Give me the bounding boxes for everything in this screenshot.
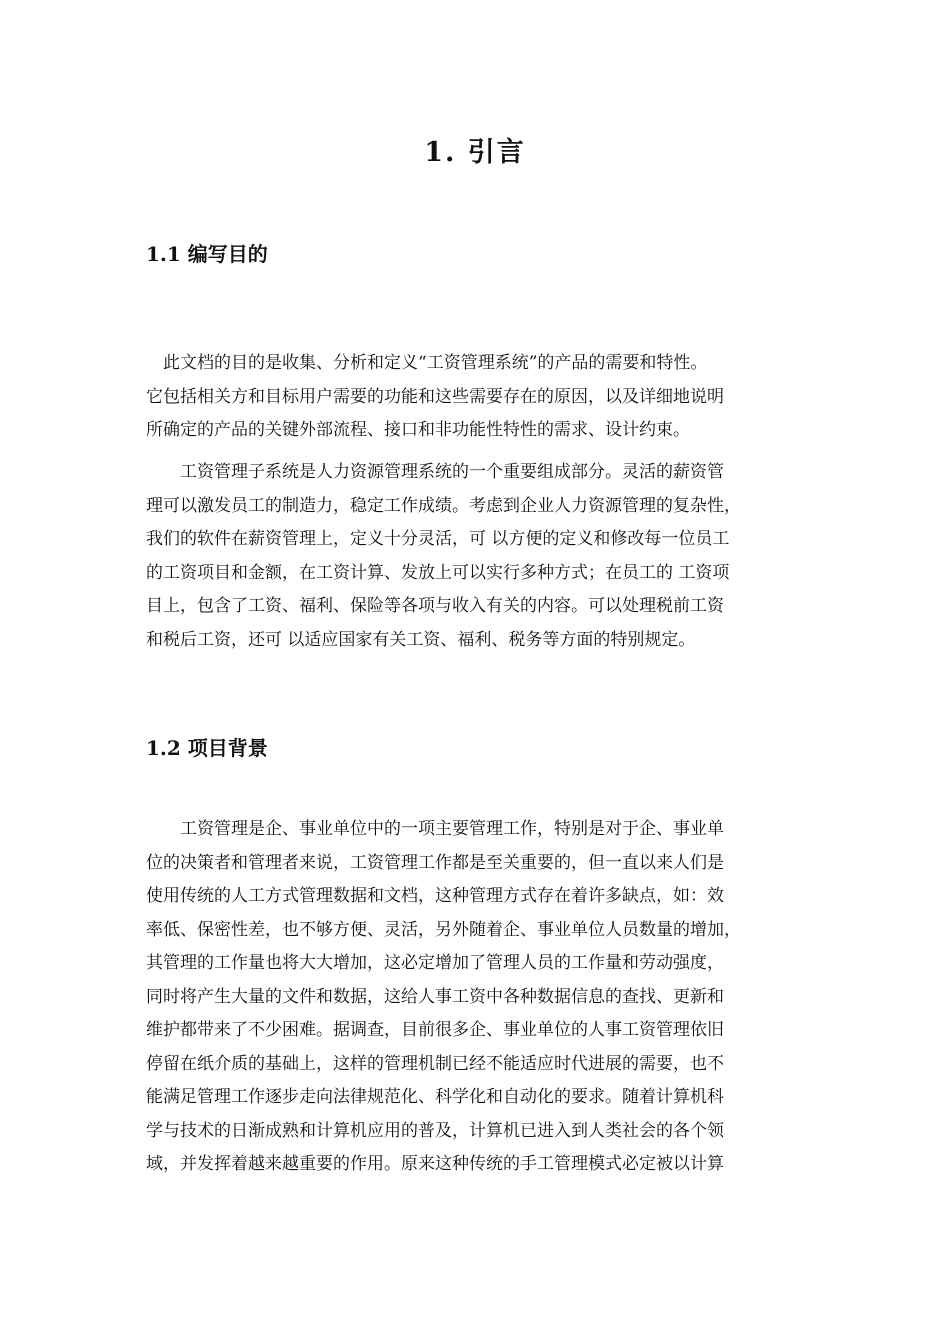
text-line: 能满足管理工作逐步走向法律规范化、科学化和自动化的要求。随着计算机科 — [146, 1087, 724, 1107]
section-heading-purpose: 1.1 编写目的 — [146, 242, 268, 266]
text-line: 我们的软件在薪资管理上，定义十分灵活，可 以方便的定义和修改每一位员工 — [146, 529, 730, 549]
text-line: 率低、保密性差，也不够方便、灵活，另外随着企、事业单位人员数量的增加， — [146, 919, 741, 940]
paragraph-purpose-1 — [146, 347, 826, 448]
document-title: 1. 引言 — [424, 137, 526, 168]
text-line: 使用传统的人工方式管理数据和文档，这种管理方式存在着许多缺点，如：效 — [146, 886, 724, 906]
text-line: 其管理的工作量也将大大增加，这必定增加了管理人员的工作量和劳动强度， — [146, 953, 724, 973]
text-line: 此文档的目的是收集、分析和定义“工资管理系统”的产品的需要和特性。 — [146, 353, 708, 373]
text-line: 维护都带来了不少困难。据调查，目前很多企、事业单位的人事工资管理依旧 — [146, 1020, 724, 1040]
section-heading-background: 1.2 项目背景 — [146, 736, 268, 760]
text-line: 位的决策者和管理者来说，工资管理工作都是至关重要的，但一直以来人们是 — [146, 852, 724, 873]
text-line: 学与技术的日渐成熟和计算机应用的普及，计算机已进入到人类社会的各个领 — [146, 1120, 724, 1141]
text-line: 停留在纸介质的基础上，这样的管理机制已经不能适应时代进展的需要，也不 — [146, 1053, 724, 1074]
text-line: 工资管理是企、事业单位中的一项主要管理工作，特别是对于企、事业单 — [146, 819, 724, 839]
text-line: 它包括相关方和目标用户需要的功能和这些需要存在的原因，以及详细地说明 — [146, 386, 724, 407]
paragraph-background-1 — [146, 813, 826, 1182]
text-line: 理可以激发员工的制造力，稳定工作成绩。考虑到企业人力资源管理的复杂性， — [146, 495, 741, 516]
text-line: 同时将产生大量的文件和数据，这给人事工资中各种数据信息的查找、更新和 — [146, 986, 724, 1007]
text-line: 所确定的产品的关键外部流程、接口和非功能性特性的需求、设计约束。 — [146, 420, 690, 440]
text-line: 目上，包含了工资、福利、保险等各项与收入有关的内容。可以处理税前工资 — [146, 596, 724, 616]
paragraph-purpose-2 — [146, 456, 826, 657]
text-line: 域，并发挥着越来越重要的作用。原来这种传统的手工管理模式必定被以计算 — [146, 1154, 724, 1174]
text-line: 的工资项目和金额，在工资计算、发放上可以实行多种方式；在员工的 工资项 — [146, 562, 730, 583]
text-line: 和税后工资，还可 以适应国家有关工资、福利、税务等方面的特别规定。 — [146, 629, 696, 650]
text-line: 工资管理子系统是人力资源管理系统的一个重要组成部分。灵活的薪资管 — [146, 462, 724, 482]
